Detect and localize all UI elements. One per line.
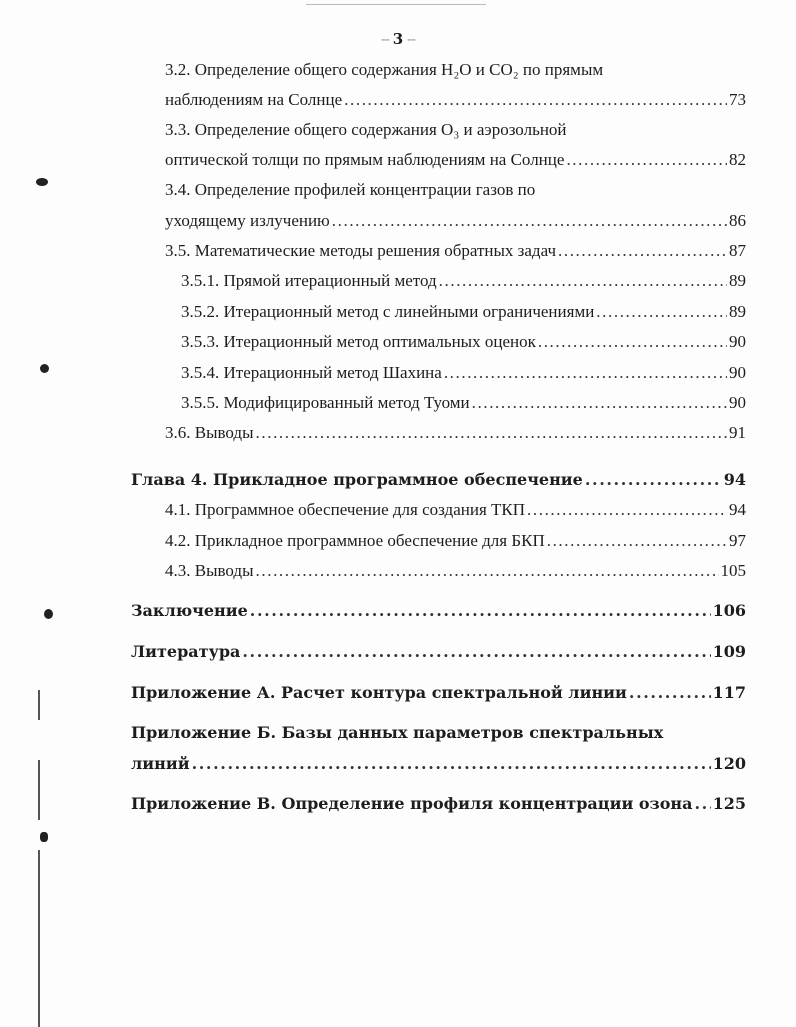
toc-appendix-b-cont: линий ..... 120 bbox=[131, 754, 746, 774]
toc-entry-3-2-cont: наблюдениям на Солнце ..... 73 bbox=[165, 90, 746, 110]
toc-literature: Литература ..... 109 bbox=[131, 642, 746, 662]
top-scan-line bbox=[306, 4, 486, 5]
toc-appendix-b: Приложение Б. Базы данных параметров спектральных bbox=[131, 723, 664, 742]
toc-conclusion: Заключение ..... 106 bbox=[131, 601, 746, 621]
toc-entry-3-5-2: 3.5.2. Итерационный метод с линейными ограничениями ..... 89 bbox=[181, 302, 746, 322]
toc-chapter-4: Глава 4. Прикладное программное обеспечение ..... 94 bbox=[131, 470, 746, 490]
toc-entry-3-5-5: 3.5.5. Модифицированный метод Туоми ..... 90 bbox=[181, 393, 746, 413]
toc-appendix-a: Приложение А. Расчет контура спектральной линии ..... 117 bbox=[131, 683, 746, 703]
toc-entry-4-2: 4.2. Прикладное программное обеспечение для БКП ..... 97 bbox=[165, 531, 746, 551]
toc-entry-3-4-cont: уходящему излучению ..... 86 bbox=[165, 211, 746, 231]
binding-hole-mark bbox=[36, 178, 48, 186]
toc-appendix-c: Приложение В. Определение профиля концентрации озона ..... 125 bbox=[131, 794, 746, 814]
page-number: -- 3 -- bbox=[380, 30, 416, 48]
binding-hole-mark bbox=[40, 832, 48, 842]
toc-entry-3-6: 3.6. Выводы ..... 91 bbox=[165, 423, 746, 443]
binding-hole-mark bbox=[40, 364, 49, 373]
margin-scan-line bbox=[38, 850, 40, 1027]
binding-hole-mark bbox=[44, 609, 53, 619]
toc-entry-3-3-cont: оптической толщи по прямым наблюдениям на Солнце ..... 82 bbox=[165, 150, 746, 170]
toc-entry-3-5-4: 3.5.4. Итерационный метод Шахина ..... 90 bbox=[181, 363, 746, 383]
toc-entry-3-3: 3.3. Определение общего содержания O₃ и аэрозольной bbox=[165, 120, 567, 139]
toc-entry-4-3: 4.3. Выводы ..... 105 bbox=[165, 561, 746, 581]
margin-scan-line bbox=[38, 760, 40, 820]
toc-entry-3-4: 3.4. Определение профилей концентрации газов по bbox=[165, 180, 536, 199]
margin-scan-line bbox=[38, 690, 40, 720]
toc-entry-3-5-3: 3.5.3. Итерационный метод оптимальных оценок ..... 90 bbox=[181, 332, 746, 352]
toc-entry-3-2: 3.2. Определение общего содержания H₂O и CO₂ по прямым bbox=[165, 60, 604, 79]
toc-entry-4-1: 4.1. Программное обеспечение для создания ТКП ..... 94 bbox=[165, 500, 746, 520]
toc-entry-3-5-1: 3.5.1. Прямой итерационный метод ..... 89 bbox=[181, 271, 746, 291]
toc-entry-3-5: 3.5. Математические методы решения обратных задач ..... 87 bbox=[165, 241, 746, 261]
